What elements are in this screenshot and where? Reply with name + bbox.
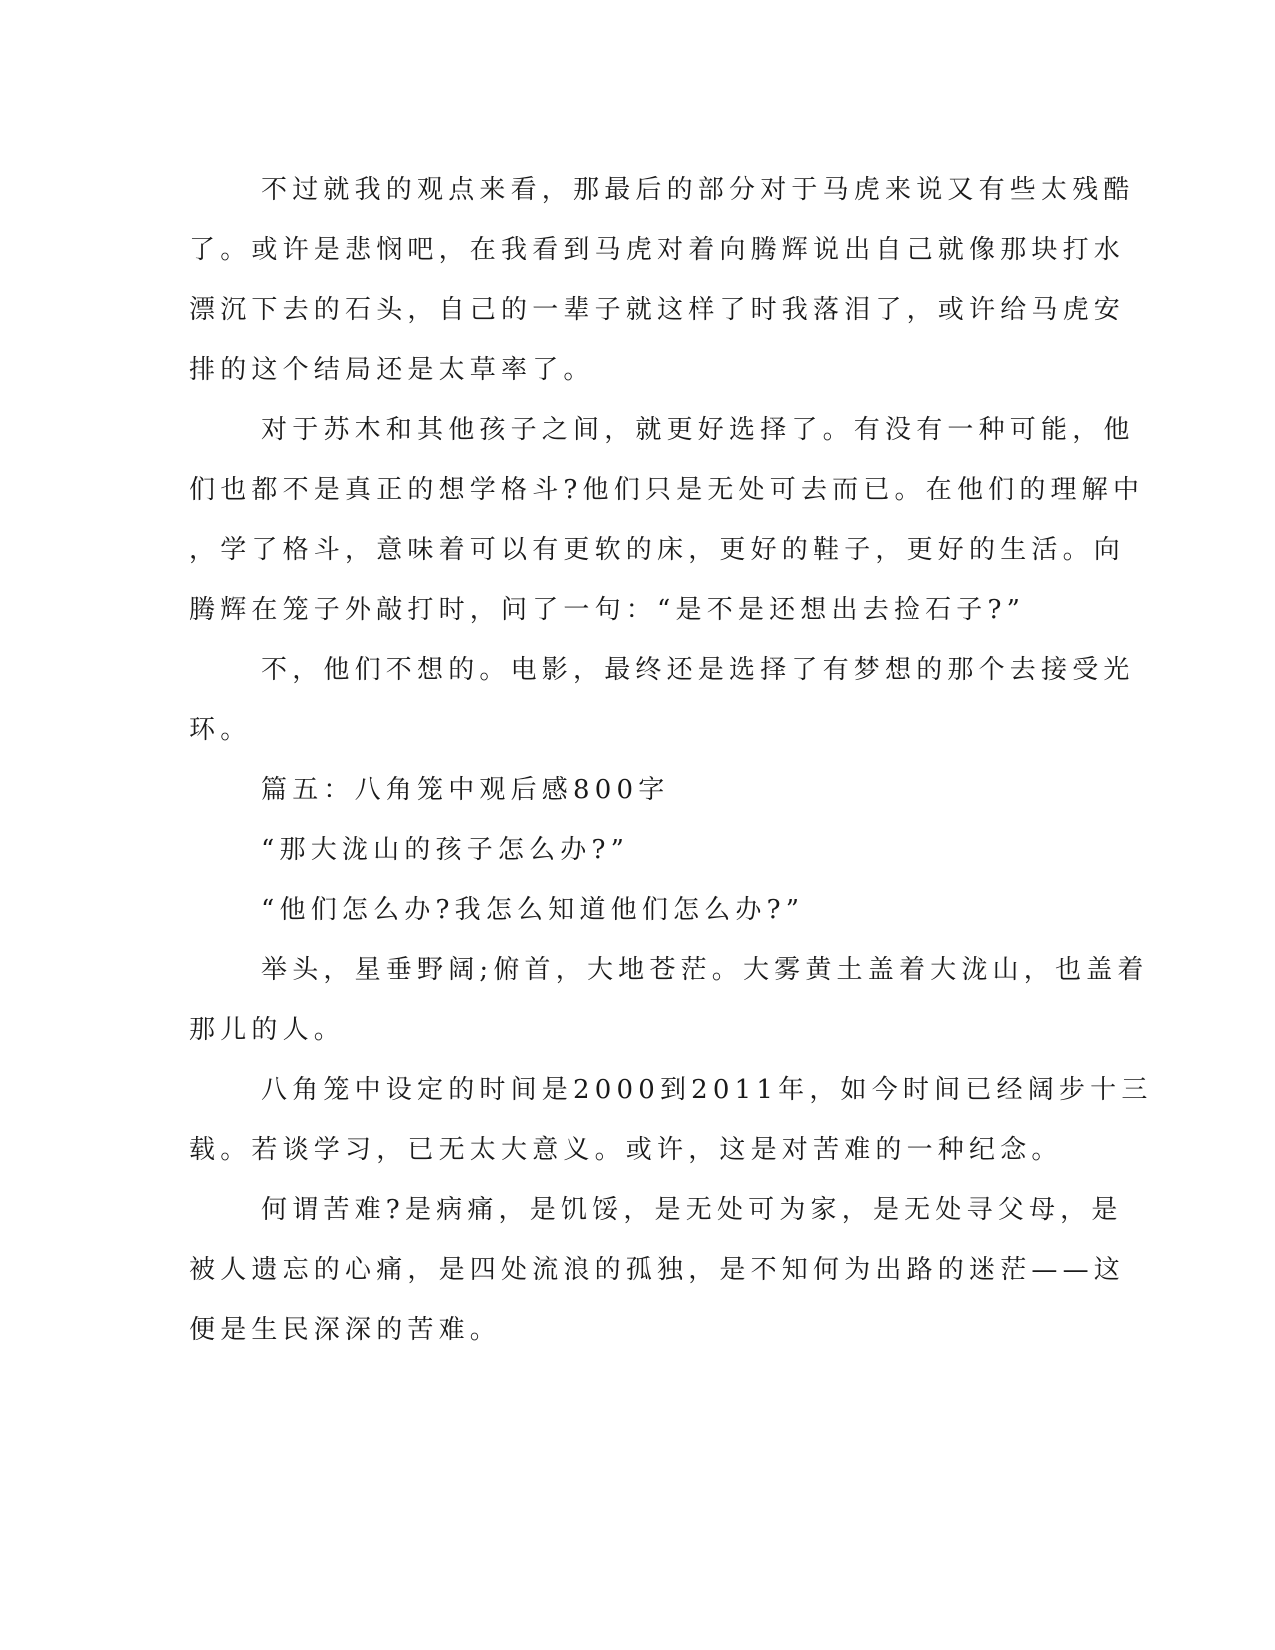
text-line: 腾辉在笼子外敲打时，问了一句：“是不是还想出去捡石子?” <box>189 595 1026 625</box>
text-line: 排的这个结局还是太草率了。 <box>189 355 595 385</box>
text-line: 举头，星垂野阔;俯首，大地苍茫。大雾黄土盖着大泷山，也盖着 <box>261 955 1149 985</box>
text-line: “他们怎么办?我怎么知道他们怎么办?” <box>261 895 805 925</box>
text-line: 漂沉下去的石头，自己的一辈子就这样了时我落泪了，或许给马虎安 <box>189 295 1126 325</box>
text-line: 被人遗忘的心痛，是四处流浪的孤独，是不知何为出路的迷茫——这 <box>189 1255 1126 1285</box>
text-line: 对于苏木和其他孩子之间，就更好选择了。有没有一种可能，他 <box>261 415 1135 445</box>
text-line: 何谓苦难?是病痛，是饥馁，是无处可为家，是无处寻父母，是 <box>261 1195 1123 1225</box>
text-line: 不过就我的观点来看，那最后的部分对于马虎来说又有些太残酷 <box>261 175 1135 205</box>
text-line: 了。或许是悲悯吧，在我看到马虎对着向腾辉说出自己就像那块打水 <box>189 235 1126 265</box>
text-line: 载。若谈学习，已无太大意义。或许，这是对苦难的一种纪念。 <box>189 1135 1063 1165</box>
text-line: 们也都不是真正的想学格斗?他们只是无处可去而已。在他们的理解中 <box>189 475 1145 505</box>
text-line: ，学了格斗，意味着可以有更软的床，更好的鞋子，更好的生活。向 <box>189 535 1126 565</box>
text-line: 篇五：八角笼中观后感800字 <box>261 775 670 805</box>
text-line: 便是生民深深的苦难。 <box>189 1315 502 1345</box>
text-line: 那儿的人。 <box>189 1015 346 1045</box>
text-line: 环。 <box>189 715 252 745</box>
document-body <box>189 160 1153 1360</box>
text-line: 不，他们不想的。电影，最终还是选择了有梦想的那个去接受光 <box>261 655 1135 685</box>
text-line: 八角笼中设定的时间是2000到2011年，如今时间已经阔步十三 <box>261 1075 1153 1105</box>
text-line: “那大泷山的孩子怎么办?” <box>261 835 630 865</box>
